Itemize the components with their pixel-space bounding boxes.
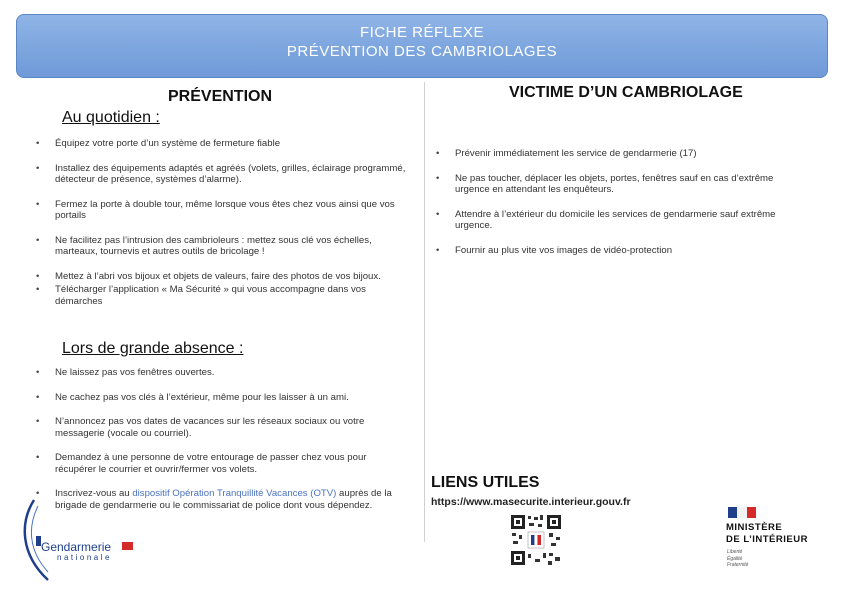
column-divider	[424, 82, 425, 542]
list-item: • Ne facilitez pas l’intrusion des cambrioleurs : mettez sous clé vos échelles, marteaux, tournevis et autres outils de bricolage !	[36, 235, 406, 258]
list-item: • Ne pas toucher, déplacer les objets, portes, fenêtres sauf en cas d’extrême urgence en attendant les enquêteurs.	[436, 173, 781, 196]
ministry-name	[726, 522, 808, 546]
otv-text-before: Inscrivez-vous au	[55, 488, 133, 499]
masecurite-link[interactable]: https://www.masecurite.interieur.gouv.fr	[431, 496, 631, 508]
motto-fraternite: Fraternité	[727, 562, 749, 568]
gendarmerie-logo-icon	[18, 492, 138, 582]
header-banner	[16, 14, 828, 78]
ministry-line-1: MINISTÈRE	[726, 522, 783, 533]
victim-list	[436, 148, 781, 256]
list-item: • Attendre à l’extérieur du domicile les services de gendarmerie sauf extrême urgence.	[436, 209, 781, 232]
list-item: • Ne laissez pas vos fenêtres ouvertes.	[36, 367, 406, 379]
french-flag-icon	[728, 507, 756, 518]
list-item: • Télécharger l’application « Ma Sécurité » qui vous accompagne dans vos démarches	[36, 284, 406, 307]
list-item: • N’annoncez pas vos dates de vacances sur les réseaux sociaux ou votre messagerie (vocale ou courriel).	[36, 416, 406, 439]
otv-text-after: auprès de la brigade de gendarmerie ou le commissariat de police dont vous dépendez.	[55, 488, 392, 511]
absence-subheading: Lors de grande absence :	[62, 340, 244, 357]
qr-code-icon	[509, 513, 563, 567]
banner-title: FICHE RÉFLEXE	[359, 24, 485, 41]
daily-list	[36, 138, 406, 307]
list-item: • Prévenir immédiatement les service de gendarmerie (17)	[436, 148, 781, 160]
list-item: • Ne cachez pas vos clés à l’extérieur, même pour les laisser à un ami.	[36, 392, 406, 404]
otv-link[interactable]: dispositif Opération Tranquillité Vacances (OTV)	[132, 488, 337, 499]
list-item: • Fermez la porte à double tour, même lorsque vous êtes chez vous ainsi que vos portails	[36, 199, 406, 222]
motto-egalite: Égalité	[727, 555, 743, 562]
republic-motto	[727, 549, 748, 569]
gendarmerie-subtitle: nationale	[57, 553, 112, 562]
list-item: • Fournir au plus vite vos images de vidéo-protection	[436, 245, 781, 257]
useful-links-heading: LIENS UTILES	[431, 474, 540, 491]
list-item: • Demandez à une personne de votre entourage de passer chez vous pour récupérer le courrier et ouvrir/fermer vos volets.	[36, 452, 406, 475]
ministry-line-2: DE L’INTÉRIEUR	[726, 534, 808, 545]
gendarmerie-name: Gendarmerie	[41, 540, 112, 554]
list-item: • Installez des équipements adaptés et agréés (volets, grilles, éclairage programmé, détecteur de présence, systèmes d’alarme).	[36, 163, 406, 186]
motto-liberte: Liberté	[727, 549, 743, 555]
absence-list	[36, 367, 406, 511]
banner-subtitle: PRÉVENTION DES CAMBRIOLAGES	[286, 43, 558, 60]
daily-subheading: Au quotidien :	[62, 109, 160, 126]
prevention-heading: PRÉVENTION	[168, 88, 273, 105]
list-item: • Mettez à l’abri vos bijoux et objets de valeurs, faire des photos de vos bijoux.	[36, 271, 406, 283]
victim-heading: VICTIME D’UN CAMBRIOLAGE	[509, 84, 743, 101]
list-item: • Équipez votre porte d’un système de fermeture fiable	[36, 138, 406, 150]
